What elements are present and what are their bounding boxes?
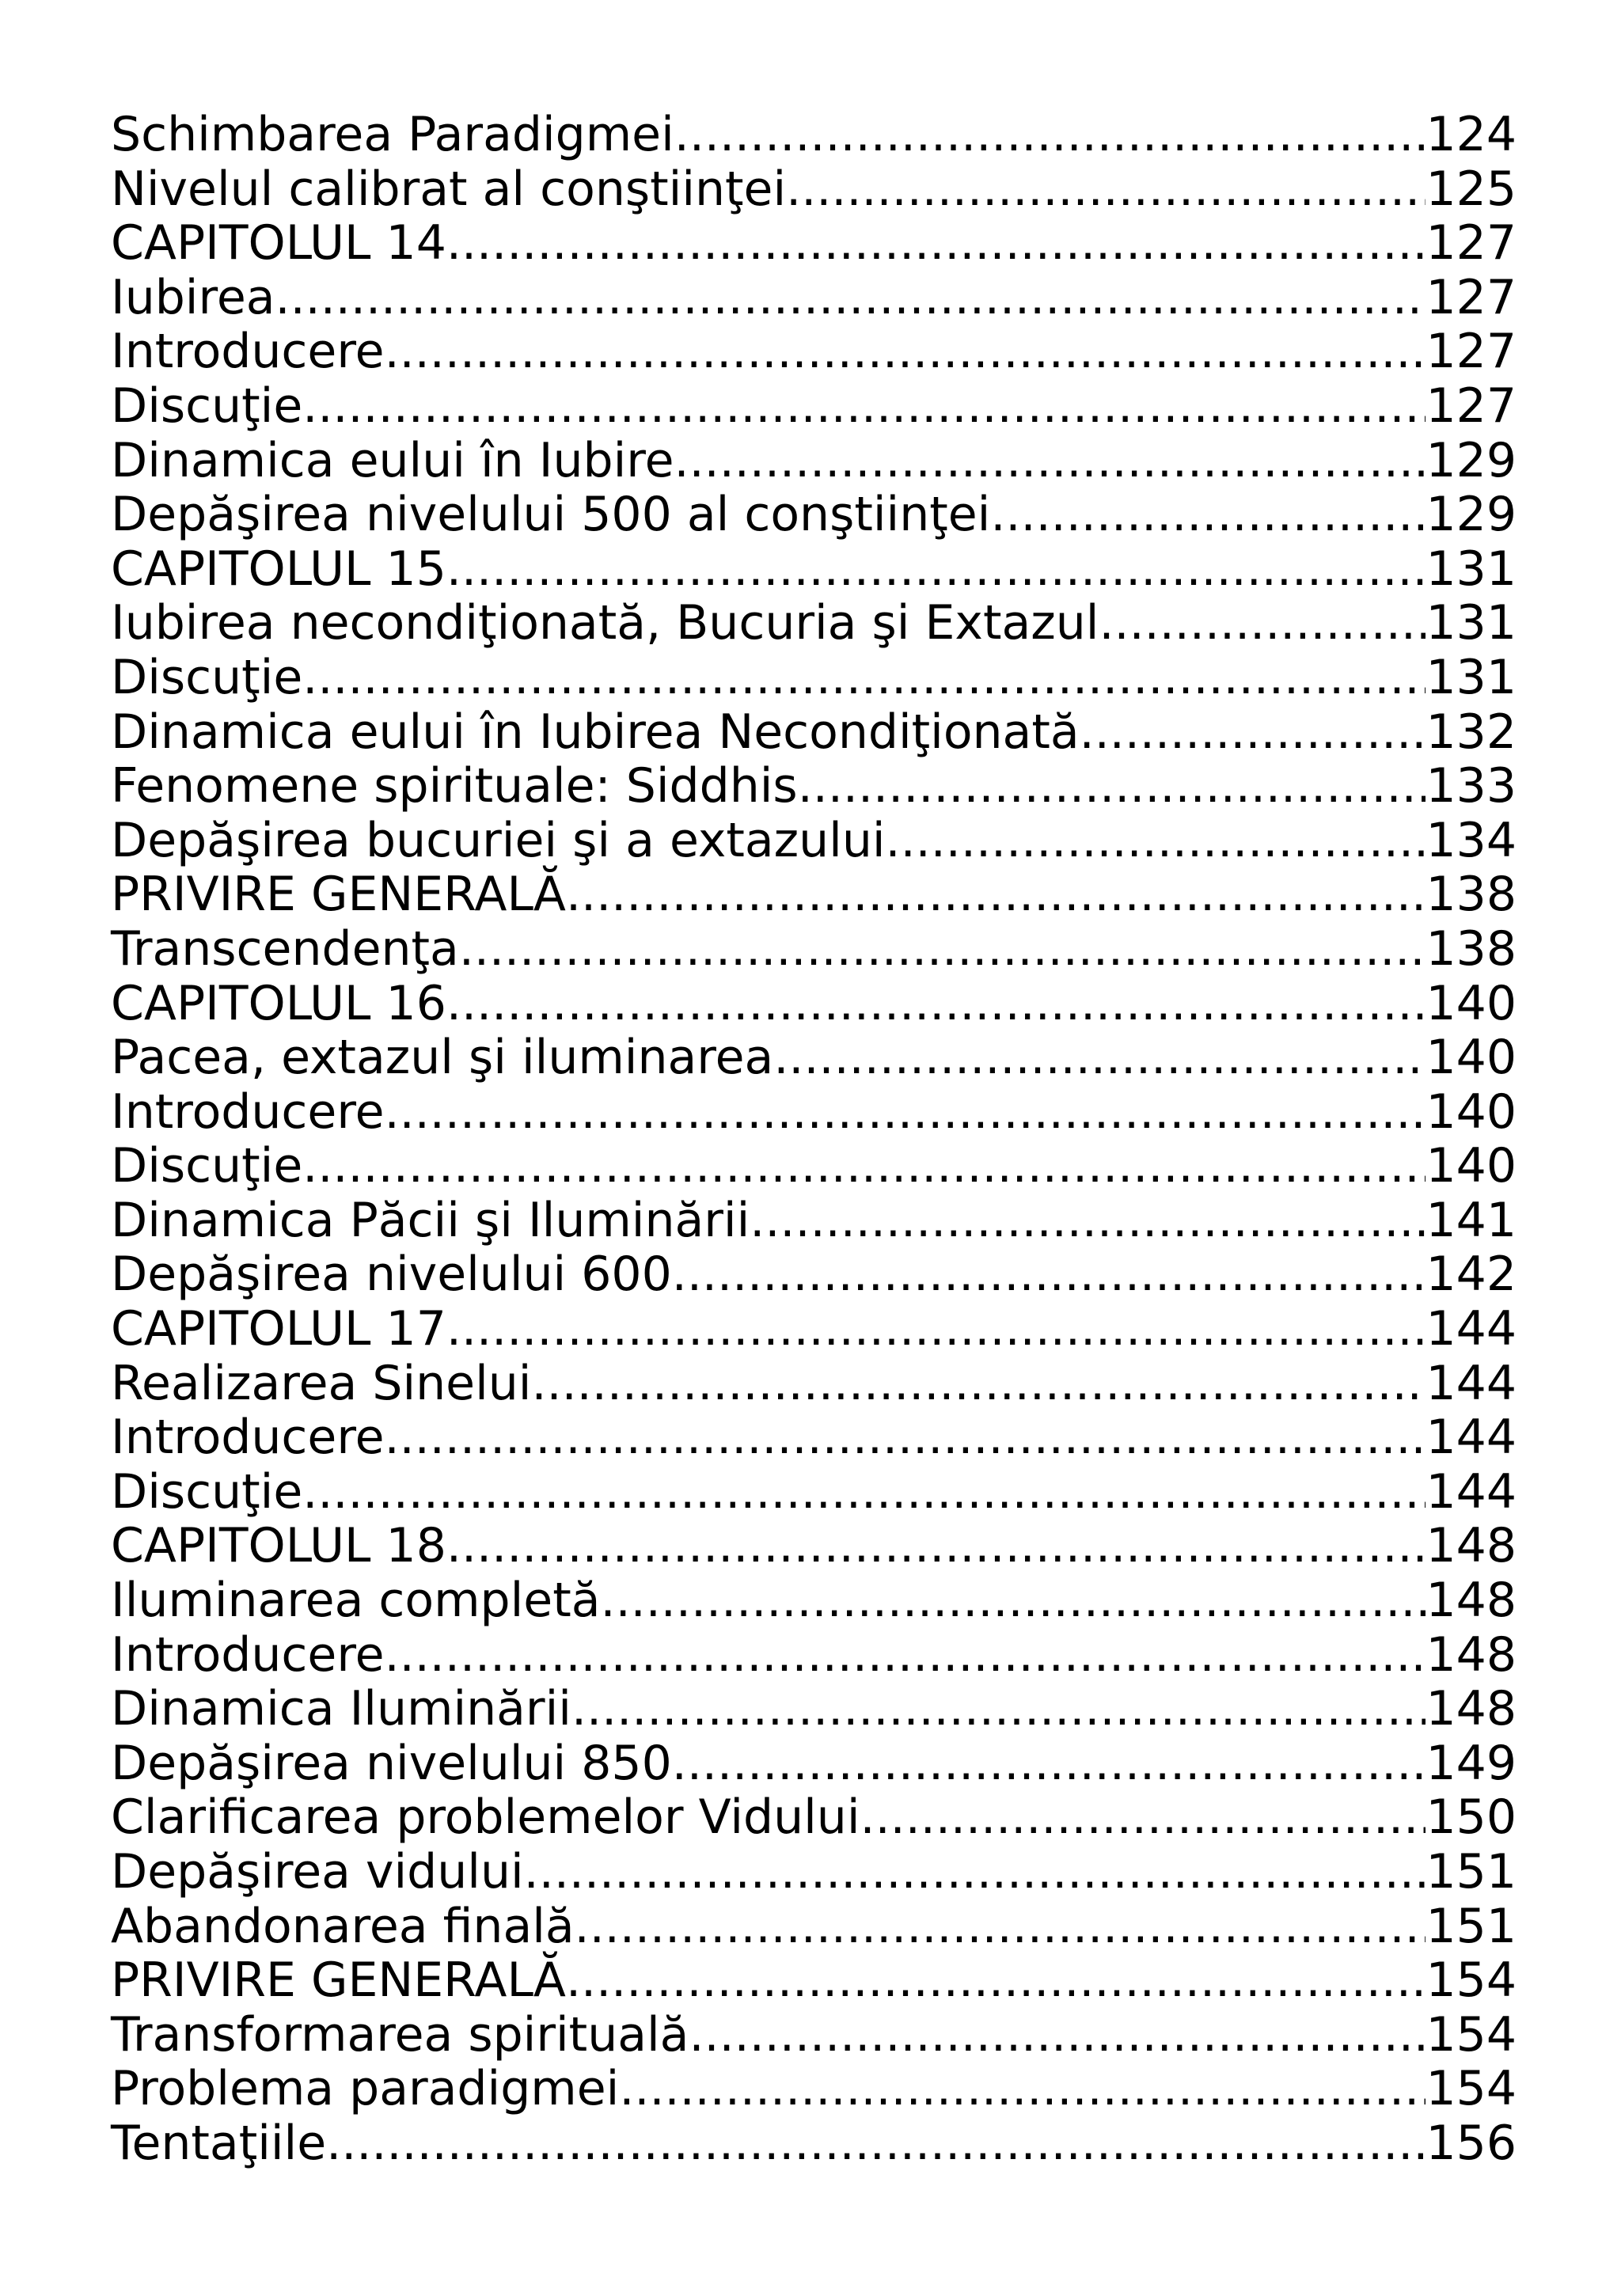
toc-entry-page: 125 (1425, 161, 1517, 217)
toc-entry-page: 150 (1425, 1789, 1517, 1846)
toc-entry[interactable] (111, 271, 1517, 325)
toc-entry[interactable] (111, 705, 1517, 760)
toc-entry-page: 124 (1425, 107, 1517, 162)
toc-entry-title: Fenomene spirituale: Siddhis (111, 758, 798, 814)
toc-entry[interactable] (111, 1302, 1517, 1357)
toc-entry-title: Depăşirea nivelului 500 al conştiinţei (111, 487, 991, 543)
toc-entry[interactable] (111, 1736, 1517, 1791)
toc-entry-page: 144 (1425, 1463, 1517, 1520)
toc-entry-page: 138 (1425, 920, 1517, 977)
dot-leader (601, 1573, 1426, 1628)
dot-leader (672, 1247, 1426, 1302)
toc-entry[interactable] (111, 2062, 1517, 2116)
dot-leader (619, 2062, 1425, 2116)
toc-entry-title: Pacea, extazul şi iluminarea (111, 1030, 774, 1086)
dot-leader (1099, 596, 1425, 651)
toc-entry-title: Dinamica Păcii şi Iluminării (111, 1192, 750, 1248)
dot-leader (302, 1465, 1425, 1520)
toc-entry[interactable] (111, 922, 1517, 977)
toc-entry[interactable] (111, 434, 1517, 488)
toc-entry-title: CAPITOLUL 15 (111, 541, 446, 597)
toc-entry[interactable] (111, 1465, 1517, 1520)
toc-entry-page: 131 (1425, 541, 1517, 597)
toc-entry[interactable] (111, 542, 1517, 597)
dot-leader (566, 1953, 1426, 2008)
toc-entry-title: CAPITOLUL 14 (111, 215, 446, 271)
dot-leader (786, 162, 1425, 217)
dot-leader (689, 2008, 1425, 2063)
toc-entry-page: 140 (1425, 975, 1517, 1031)
toc-entry[interactable] (111, 1194, 1517, 1248)
toc-entry[interactable] (111, 1139, 1517, 1194)
toc-entry-title: Depăşirea vidului (111, 1844, 524, 1899)
dot-leader (459, 922, 1426, 977)
dot-leader (275, 271, 1426, 325)
toc-entry[interactable] (111, 814, 1517, 868)
toc-entry[interactable] (111, 379, 1517, 434)
toc-entry-page: 131 (1425, 595, 1517, 651)
dot-leader (571, 1682, 1426, 1736)
dot-leader (798, 759, 1426, 814)
dot-leader (385, 1085, 1426, 1140)
dot-leader (674, 434, 1426, 488)
dot-leader (302, 1139, 1425, 1194)
dot-leader (575, 1899, 1426, 1954)
toc-entry-title: Nivelul calibrat al conştiinţei (111, 161, 787, 217)
toc-entry-page: 127 (1425, 269, 1517, 325)
toc-entry-page: 154 (1425, 2006, 1517, 2063)
toc-entry[interactable] (111, 1899, 1517, 1954)
dot-leader (750, 1194, 1425, 1248)
dot-leader (385, 1628, 1426, 1683)
toc-entry-page: 133 (1425, 758, 1517, 814)
toc-entry-title: Depăşirea nivelului 850 (111, 1735, 672, 1791)
toc-entry-title: Schimbarea Paradigmei (111, 107, 674, 162)
toc-entry-page: 127 (1425, 215, 1517, 271)
dot-leader (446, 542, 1426, 597)
toc-entry-page: 129 (1425, 432, 1517, 488)
toc-entry[interactable] (111, 1790, 1517, 1845)
toc-entry-page: 156 (1425, 2115, 1517, 2171)
toc-entry-page: 140 (1425, 1138, 1517, 1194)
toc-entry-title: Transformarea spirituală (111, 2006, 689, 2063)
dot-leader (302, 651, 1425, 705)
toc-entry-page: 144 (1425, 1410, 1517, 1466)
toc-entry-title: Abandonarea finală (111, 1898, 575, 1954)
dot-leader (326, 2116, 1425, 2171)
toc-entry-page: 151 (1425, 1844, 1517, 1899)
dot-leader (1080, 705, 1426, 760)
dot-leader (773, 1030, 1425, 1085)
toc-entry-title: CAPITOLUL 18 (111, 1518, 446, 1574)
toc-entry-title: Discuţie (111, 378, 303, 434)
toc-entry-title: Clarificarea problemelor Vidului (111, 1789, 860, 1846)
dot-leader (446, 216, 1426, 271)
toc-entry-page: 154 (1425, 1953, 1517, 2009)
toc-entry-page: 149 (1425, 1735, 1517, 1791)
toc-entry[interactable] (111, 2116, 1517, 2171)
toc-entry-page: 127 (1425, 324, 1517, 380)
toc-entry[interactable] (111, 1030, 1517, 1085)
toc-entry-title: CAPITOLUL 16 (111, 975, 446, 1031)
toc-entry-title: PRIVIRE GENERALĂ (111, 1953, 566, 2009)
toc-entry-title: Discuţie (111, 649, 303, 705)
toc-entry[interactable] (111, 1357, 1517, 1411)
toc-entry-title: Dinamica Iluminării (111, 1681, 571, 1737)
toc-entry-page: 134 (1425, 812, 1517, 868)
dot-leader (446, 977, 1426, 1031)
toc-entry[interactable] (111, 867, 1517, 922)
dot-leader (385, 324, 1426, 379)
toc-entry[interactable] (111, 1845, 1517, 1899)
toc-entry-title: Dinamica eului în Iubire (111, 432, 674, 488)
toc-entry-title: Realizarea Sinelui (111, 1355, 532, 1411)
toc-entry-title: Depăşirea nivelului 600 (111, 1247, 672, 1303)
toc-entry-page: 132 (1425, 704, 1517, 760)
toc-entry-title: Iluminarea completă (111, 1573, 601, 1629)
toc-entry-title: Discuţie (111, 1463, 303, 1520)
toc-entry-page: 138 (1425, 867, 1517, 923)
toc-entry-page: 140 (1425, 1030, 1517, 1086)
toc-entry-title: CAPITOLUL 17 (111, 1301, 446, 1357)
toc-entry-title: PRIVIRE GENERALĂ (111, 867, 566, 923)
toc-entry-page: 142 (1425, 1247, 1517, 1303)
toc-entry-page: 148 (1425, 1518, 1517, 1574)
toc-entry-title: Discuţie (111, 1138, 303, 1194)
toc-entry-title: Iubirea necondiţionată, Bucuria şi Extazul (111, 595, 1099, 651)
toc-entry[interactable] (111, 2008, 1517, 2063)
toc-entry-page: 127 (1425, 378, 1517, 434)
dot-leader (886, 814, 1426, 868)
toc-entry-title: Introducere (111, 1410, 385, 1466)
toc-entry[interactable] (111, 1953, 1517, 2008)
dot-leader (524, 1845, 1426, 1899)
toc-entry-page: 144 (1425, 1355, 1517, 1411)
dot-leader (860, 1790, 1426, 1845)
toc-entry[interactable] (111, 1410, 1517, 1465)
toc-entry[interactable] (111, 651, 1517, 705)
toc-entry[interactable] (111, 1682, 1517, 1736)
dot-leader (990, 488, 1425, 542)
toc-entry[interactable] (111, 1085, 1517, 1140)
toc-entry-page: 148 (1425, 1626, 1517, 1683)
toc-entry-page: 144 (1425, 1301, 1517, 1357)
dot-leader (446, 1519, 1426, 1573)
toc-entry-title: Iubirea (111, 269, 275, 325)
toc-entry[interactable] (111, 1247, 1517, 1302)
toc-entry-page: 131 (1425, 649, 1517, 705)
dot-leader (302, 379, 1425, 434)
toc-entry-page: 141 (1425, 1192, 1517, 1248)
toc-entry[interactable] (111, 488, 1517, 542)
toc-entry[interactable] (111, 596, 1517, 651)
toc-entry-title: Problema paradigmei (111, 2061, 620, 2117)
toc-entry[interactable] (111, 977, 1517, 1031)
toc-entry-title: Introducere (111, 1083, 385, 1140)
toc-entry-page: 148 (1425, 1681, 1517, 1737)
toc-entry[interactable] (111, 162, 1517, 217)
dot-leader (531, 1357, 1425, 1411)
toc-entry-page: 140 (1425, 1083, 1517, 1140)
toc-entry[interactable] (111, 1628, 1517, 1683)
toc-entry[interactable] (111, 108, 1517, 162)
toc-entry[interactable] (111, 324, 1517, 379)
dot-leader (566, 867, 1426, 922)
table-of-contents (111, 108, 1517, 2171)
toc-entry-title: Introducere (111, 324, 385, 380)
toc-entry-page: 154 (1425, 2061, 1517, 2117)
toc-entry[interactable] (111, 1573, 1517, 1628)
toc-entry-page: 129 (1425, 487, 1517, 543)
toc-entry-title: Dinamica eului în Iubirea Necondiţionată (111, 704, 1080, 760)
toc-entry[interactable] (111, 759, 1517, 814)
dot-leader (385, 1410, 1426, 1465)
toc-entry-title: Transcendenţa (111, 920, 459, 977)
toc-entry-title: Depăşirea bucuriei şi a extazului (111, 812, 886, 868)
toc-entry-page: 148 (1425, 1573, 1517, 1629)
toc-entry-page: 151 (1425, 1898, 1517, 1954)
toc-entry-title: Tentaţiile (111, 2115, 327, 2171)
dot-leader (446, 1302, 1426, 1357)
dot-leader (672, 1736, 1426, 1791)
toc-entry[interactable] (111, 216, 1517, 271)
toc-entry[interactable] (111, 1519, 1517, 1573)
toc-entry-title: Introducere (111, 1626, 385, 1683)
dot-leader (674, 108, 1426, 162)
